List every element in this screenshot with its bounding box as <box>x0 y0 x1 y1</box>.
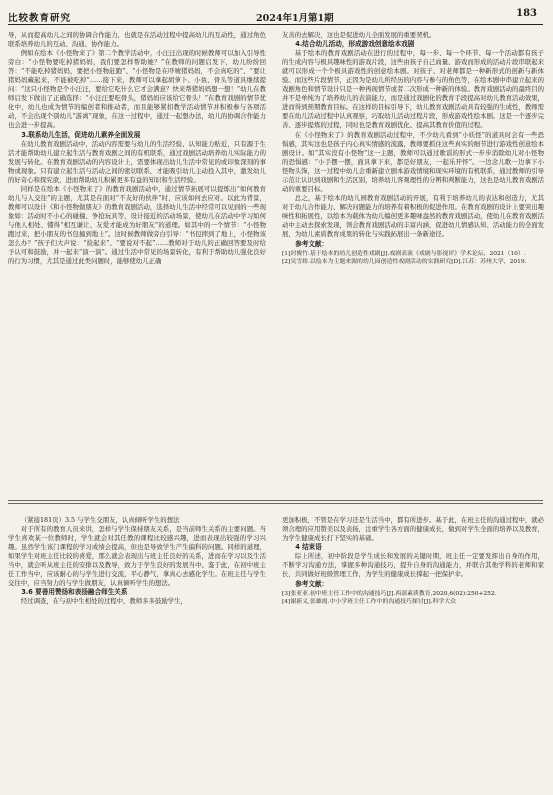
issue-date: 2024年1月第1期 <box>256 13 334 24</box>
page-number: 183 <box>516 8 537 19</box>
section-heading: 3.联系幼儿生活，促进幼儿素养全面发展 <box>21 130 141 139</box>
paragraph: 导，从而提高幼儿之间的协调合作能力，也就是在活动过程中提高幼儿的互动性，通过角色联系培养幼儿的互动、沟通、协作能力。 <box>8 31 266 49</box>
header-rule <box>8 24 543 25</box>
paragraph: 例如在绘本《小怪物来了》第二个教学活动中，小汪汪出现的时候教师可以加入引导性旁白：“小怪物要吃掉猪妈妈，我们要怎样帮助她？”在教师的问题启发下，幼儿纷纷回答：“不能吃掉猪妈妈，要把小怪物赶跑”、“小怪物是在吓唬猪妈妈，不会真吃的”、“要让猪妈妈藏起来，不能被吃掉”……接下来，教师可以拿起胡萝卜、小鱼、骨头等道具继续提问：“这只小怪物是个小汪汪，要给它吃什么它才会满意？快来帮猪妈妈想一想！”幼儿在教师启发下做出了正确选择：“小汪汪要吃骨头，猪妈妈应该给它骨头！”在教育戏剧的情节优化中，幼儿也成为情节的编创者和推动者，而且能够紧扣教学活动情节并积极参与各项活动，不会出现个别幼儿“游离”现象，在这一过程中，通过一起想办法，幼儿的协调合作能力也会进一步提高。 <box>8 49 266 130</box>
paragraph: 友善的去解决，这也是促进幼儿全面发展的重要契机。 <box>282 31 436 39</box>
paragraph: 在《小怪物来了》的教育戏剧活动过程中，不少幼儿看到“小妖怪”的道具时会有一些恐惧感，其实这也是孩子内心真实情感的流露，教师要抓住这些真实的细节进行游戏性创意绘本剧设计。如“其实没有小怪物”这一主题，教师可以通过歌谣的形式一步步消除幼儿对小怪物的恐惧感：“小手摆一摆，面具拿下来，都是好朋友，一起乐开怀”。一边念儿歌一边拿下小怪物头饰，这一过程中幼儿会重新建立剧本游戏情境和现实环境的有机联系，通过教师的引导示范让认识到戏剧和生活区别，培养幼儿客观理性的分辨和判断能力，这也是幼儿教育戏剧活动的重要目标。 <box>282 130 544 193</box>
paragraph: 同样是在绘本《小怪物来了》的教育戏剧活动中，通过情节拓展可以提炼出“如何教育幼儿与人交往”的主题，尤其是在面对“不友好的伙伴”时，应该如何去应对。以此为背景，教师可以设计《和小怪物做朋友》的教育戏剧活动，选择幼儿生活中经常可以见到的一些现象如：活动时不小心的碰撞、争抢玩具等，设计接近的活动场景，使幼儿在活动中学习如何与他人相处、懂得“相互谦让、友爱才能成为好朋友”的道理。如其中的一个情节：“小怪物跑过来，把小朋友的书包撞到地上”。这时候教师做旁白引导：“书包摔到了地上，小怪物该怎么办？”孩子们大声说：“捡起来”、“要说对不起”……教师对于幼儿的正确回答要及时给予认可和鼓励，并一起来“演一演”。通过生活中常见的场景转化，有利于帮助幼儿强化良好的行为习惯，尤其是通过此类问题时，能够使幼儿正确 <box>8 184 266 266</box>
article-column-left-top <box>8 31 266 490</box>
reference-entry: [2]吴雪娇.以绘本为主题来源的幼儿园创造性戏剧活动的实践研究[D].江苏：苏州大学，2019. <box>282 259 527 266</box>
article-separator-line <box>8 500 543 501</box>
paragraph: 更加积极，不管是在学习还是生活当中，都有所进步。基于此，在班主任的沟通过程中，就必须合理的应用赞美以及表扬，注重学生各方面的健康成长，做到对学生全面的培养以及教育，为学生健康成长打下坚实的基础。 <box>282 516 544 543</box>
reference-entry: [1]封俊竹.基于绘本的幼儿创造性戏剧[J].戏剧表演《戏剧与影视评》学术论坛，2021（10）. <box>282 251 526 258</box>
paragraph: （紧接181页）3.5 与学生交朋友，认真倾听学生的想法 <box>20 516 180 524</box>
page-header <box>8 6 543 24</box>
references-heading: 参考文献： <box>295 240 329 249</box>
paragraph: 综上所述，初中阶段是学生成长和发展的关键时期，班主任一定要发挥出自身的作用，不断学习沟通方法，掌握多种沟通技巧，提升自身的沟通能力，并联合其他学科的老师和家长，共同做好班级管理工作，为学生的健康成长撑起一把保护伞。 <box>282 552 544 579</box>
section-heading: 4.结合幼儿活动，形成游戏创意绘本戏剧 <box>295 40 415 49</box>
section-heading: 3.6 要善用赞扬和表扬融合师生关系 <box>21 588 128 597</box>
paragraph: 总之，基于绘本的幼儿园教育戏剧活动的开展，有利于培养幼儿的表达和创造力，尤其对于幼儿合作能力、解决问题能力的培养有着积极的促进作用。在教育戏剧的设计上要突出趣味性和拓展性，以绘本为载体为幼儿编创更多趣味盎然的教育戏剧活动，使幼儿在教育戏剧活动中主动去探索发现，领会教育戏剧活动的丰富内涵，促进幼儿情感认知、活动能力的全面发展，为幼儿素质教育成果的转化与实践拓展出一条新途径。 <box>282 193 544 239</box>
section-heading: 4 结束语 <box>295 543 322 552</box>
article-column-right-top <box>282 31 544 490</box>
article-column-left-bottom <box>8 516 266 792</box>
paragraph: 在幼儿教育戏剧活动中，活动内容需要与幼儿的生活经验、认知能力贴近，只有源于生活才能帮助幼儿建立起生活与教育戏剧之间的有机联系，通过戏剧活动培养幼儿实际能力的发展与转化。在教育戏剧活动的内容设计上，需要体现出幼儿生活中常见的或印象深刻的事物或现象。只有建立起生活与活动之间的密切联系，才能吸引幼儿主动投入其中，激发幼儿的好奇心和探究欲，进而帮助幼儿积累更多有益的知识和生活经验。 <box>8 139 266 184</box>
article-column-right-bottom <box>282 516 544 792</box>
article-separator-line-second <box>8 503 543 504</box>
paragraph: 基于绘本的教育戏剧活动在进行的过程中，每一步、每一个环节、每一个活动都有孩子的生成内容与极具趣味性的游戏片段，这些由孩子自己商量、游戏而形成的活动片段串联起来就可以形成一个个极具游戏性的创意绘本剧。对孩子、对老师都是一种新形式的创新与新体验。而这些片段情节，正因为是幼儿所经历的内容与参与的角色等，在绘本剧中串建立起来的戏剧角色和情节设计只是一种再现情节或者二次形成一种新的体验。教育戏剧活动的最终目的并不是单纯为了培养幼儿的表演能力，而是通过戏剧化的教育手段提高对幼儿教育活动效果，进而得到预期教育目标。在这样的目标引导下，幼儿教育戏剧活动具有较强的生成性，教师需要在幼儿活动过程中认真观察，巧取幼儿活动过程片段，形成游戏性绘本剧。这是一个逐步完善、逐步提炼的过程，同时也是教育戏剧优化、提高其教育价值的过程。 <box>282 49 544 130</box>
paragraph: 经过调查，在与初中生相处的过程中，教师多多鼓励学生， <box>20 597 187 606</box>
paragraph: 对于所有的教育人员来讲，怎样与学生保持朋友关系，是当前师生关系的主要问题。当学生喜欢某一位教师时，学生就会对其任教的课程比较感兴趣，进而表现出较强的学习兴趣。虽然学生该门课程的学习成绩会提高，但也是导致学生产生偏科的问题。同样的道理，如果学生对班主任比较的喜爱，那么就会表现出与班主任良好的关系，进而在学习以及生活当中，就会听从班主任的安排以及教导，致力于学生良好的发展当中。鉴于此，在初中班主任工作当中，应该耐心的与学生进行交流，平心静气，拿真心去感化学生。在班主任与学生交往中，应当努力的与学生做朋友，认真倾听学生的想法。 <box>8 525 266 588</box>
references-heading: 参考文献： <box>295 580 329 589</box>
reference-entry: [4]谢新义,张雄霞.中小学班主任工作中的沟通技巧探讨[J].科学大众 <box>282 599 457 606</box>
journal-name: 比较教育研究 <box>8 13 72 24</box>
reference-entry: [3]张亚亚.初中班主任工作中的沟通技巧[J].西部素质教育,2020,6(02):250+252. <box>282 591 497 598</box>
